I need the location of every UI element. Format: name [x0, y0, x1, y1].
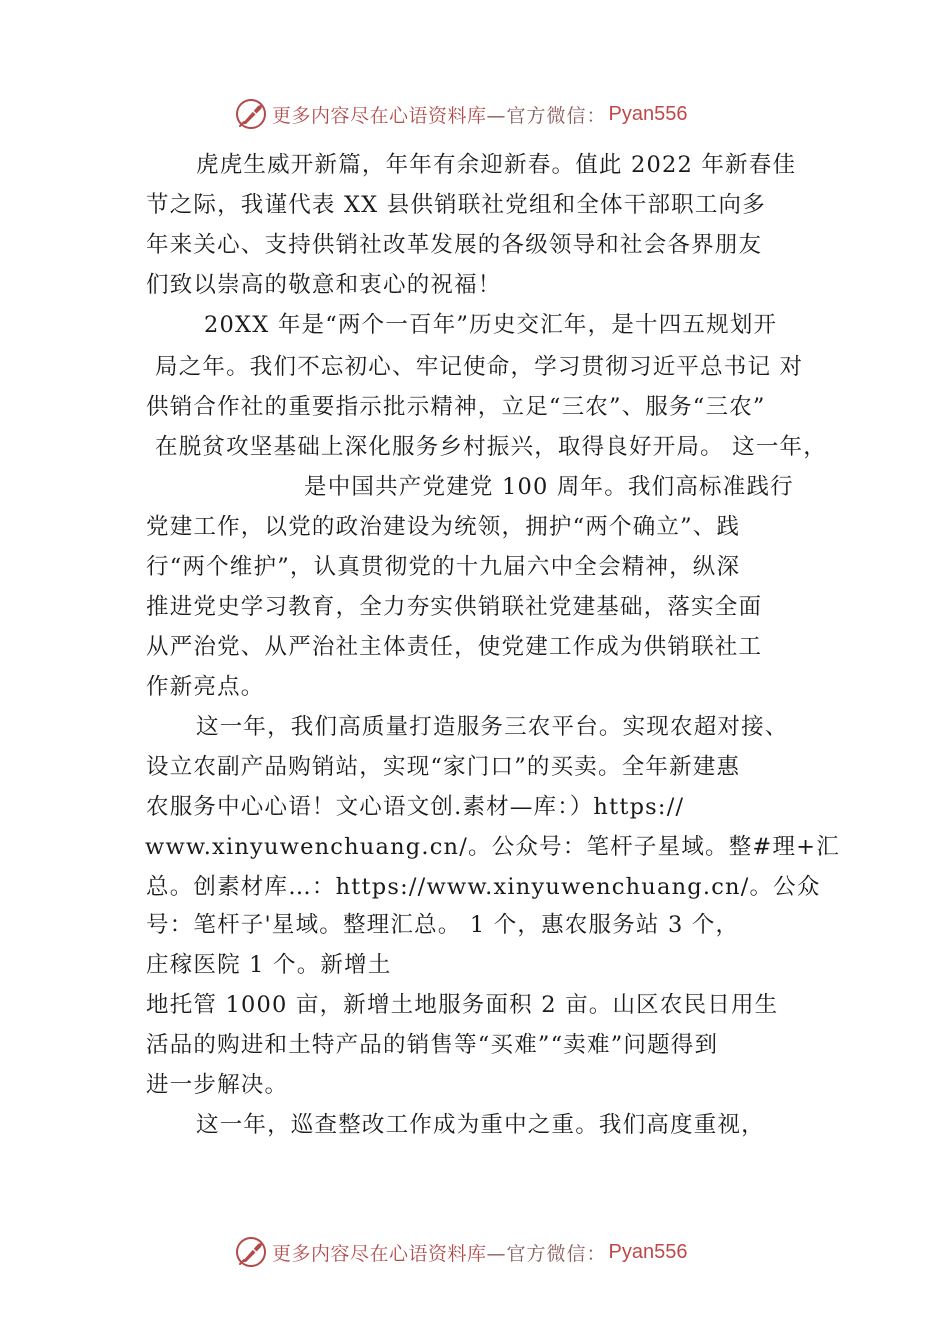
text-line: 20XX 年是“两个一百年”历史交汇年，是十四五规划开 — [204, 312, 778, 338]
banner-site-text: 更多内容尽在心语资料库 — [272, 1242, 487, 1265]
banner-wechat-label: —官方微信： — [486, 1242, 607, 1265]
text-line: 行“两个维护”，认真贯彻党的十九届六中全会精神，纵深 — [146, 554, 741, 580]
text-line: 供销合作社的重要指示批示精神，立足“三农”、服务“三农” — [146, 394, 766, 420]
quill-pen-logo-icon — [234, 1235, 268, 1269]
banner-site-text: 更多内容尽在心语资料库 — [272, 104, 487, 127]
text-line: 党建工作，以党的政治建设为统领，拥护“两个确立”、践 — [146, 514, 741, 540]
header-watermark-banner — [234, 96, 688, 132]
footer-watermark-banner — [234, 1234, 688, 1270]
banner-wechat-label: —官方微信： — [486, 104, 607, 127]
text-line: 号：笔杆子'星域。整理汇总。 1 个，惠农服务站 3 个， — [146, 912, 740, 938]
text-line: www.xinyuwenchuang.cn/。公众号：笔杆子星域。整#理+汇 — [145, 834, 840, 860]
banner-wechat-id: Pyan556 — [608, 1240, 688, 1263]
text-line: 们致以崇高的敬意和衷心的祝福！ — [146, 272, 502, 298]
text-line: 这一年，我们高质量打造服务三农平台。实现农超对接、 — [196, 714, 789, 740]
text-line: 庄稼医院 1 个。新增土 — [146, 952, 392, 978]
text-line: 虎虎生威开新篇，年年有余迎新春。值此 2022 年新春佳 — [196, 152, 797, 178]
text-line: 节之际，我谨代表 XX 县供销联社党组和全体干部职工向多 — [146, 192, 766, 218]
text-line: 局之年。我们不忘初心、牢记使命，学习贯彻习近平总书记 对 — [155, 354, 804, 380]
text-line: 农服务中心心语！文心语文创.素材—库：）https:// — [146, 794, 685, 820]
text-line: 作新亮点。 — [146, 674, 265, 700]
text-line: 是中国共产党建党 100 周年。我们高标准践行 — [304, 474, 794, 500]
text-line: 年来关心、支持供销社改革发展的各级领导和社会各界朋友 — [146, 232, 763, 258]
text-line: 活品的购进和土特产品的销售等“买难”“卖难”问题得到 — [146, 1032, 719, 1058]
text-line: 进一步解决。 — [146, 1072, 289, 1098]
text-line: 设立农副产品购销站，实现“家门口”的买卖。全年新建惠 — [146, 754, 741, 780]
text-line: 这一年，巡查整改工作成为重中之重。我们高度重视， — [196, 1112, 765, 1138]
text-line: 推进党史学习教育，全力夯实供销联社党建基础，落实全面 — [146, 594, 763, 620]
text-line: 地托管 1000 亩，新增土地服务面积 2 亩。山区农民日用生 — [146, 992, 779, 1018]
banner-wechat-id: Pyan556 — [608, 102, 688, 125]
text-line: 总。创素材库…：https://www.xinyuwenchuang.cn/。公众 — [146, 874, 821, 900]
text-line: 在脱贫攻坚基础上深化服务乡村振兴，取得良好开局。 这一年， — [155, 434, 827, 460]
quill-pen-logo-icon — [234, 97, 268, 131]
text-line: 从严治党、从严治社主体责任，使党建工作成为供销联社工 — [146, 634, 763, 660]
